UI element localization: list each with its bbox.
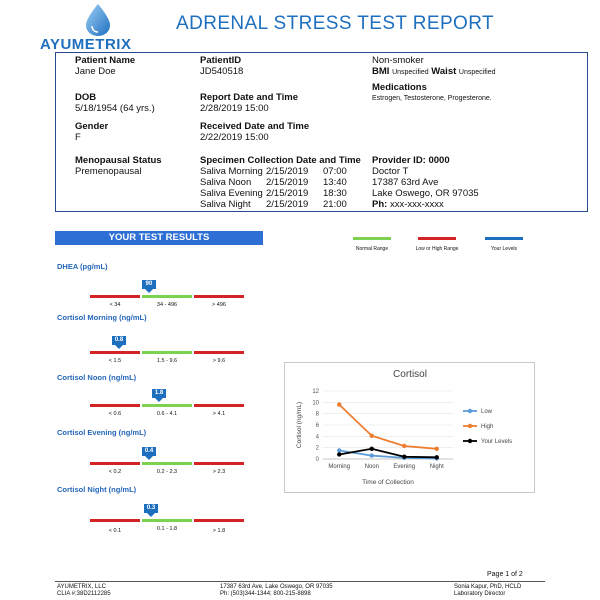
collection-time: 13:40: [323, 177, 347, 188]
provider-phone-value: xxx-xxx-xxxx: [389, 199, 444, 210]
legend-label: Your Levels: [491, 246, 517, 252]
data-point: [370, 447, 374, 451]
dob-field: [75, 92, 155, 114]
data-point: [337, 452, 341, 456]
legend-label: High: [481, 424, 494, 430]
high-range-label: > 2.3: [212, 469, 226, 475]
high-range-label: > 4.1: [212, 411, 226, 417]
patient-name-label: Patient Name: [75, 55, 136, 66]
director-name: Sonia Kapur, PhD, HCLD: [454, 584, 522, 590]
provider-address2: Lake Oswego, OR 97035: [372, 188, 479, 199]
level-marker: [144, 504, 158, 516]
normal-range-bar: [142, 462, 192, 465]
report-date-label: Report Date and Time: [200, 92, 299, 103]
normal-range-label: 0.1 - 1.8: [156, 526, 178, 532]
metric-title: Cortisol Night (ng/mL): [57, 485, 137, 494]
gender-label: Gender: [75, 121, 109, 132]
low-range-label: < 0.2: [108, 469, 122, 475]
data-point: [435, 455, 439, 459]
legend-marker: [468, 439, 472, 443]
normal-range-bar: [142, 519, 192, 522]
legend-label: Your Levels: [481, 439, 513, 445]
footer-company: [57, 584, 111, 598]
y-tick-label: 6: [315, 423, 319, 429]
company-logo: [40, 4, 150, 54]
y-tick-label: 0: [315, 457, 319, 463]
received-date-label: Received Date and Time: [200, 121, 310, 132]
y-tick-label: 12: [312, 389, 319, 395]
y-tick-label: 4: [315, 434, 319, 441]
data-point: [402, 444, 406, 448]
collection-date: 2/15/2019: [266, 188, 309, 199]
high-range-label: > 1.8: [212, 528, 226, 534]
high-range-bar: [194, 519, 244, 522]
high-range-bar: [194, 295, 244, 298]
menopausal-field: [75, 155, 162, 177]
metric-title: Cortisol Evening (ng/mL): [57, 428, 147, 437]
low-range-label: < 0.6: [108, 411, 122, 417]
received-date-value: 2/22/2019 15:00: [200, 132, 269, 143]
data-point: [370, 453, 374, 457]
normal-range-bar: [142, 404, 192, 407]
legend-label: Low: [481, 409, 493, 415]
legend-marker: [468, 424, 472, 428]
results-header: YOUR TEST RESULTS: [55, 231, 263, 245]
menopausal-value: Premenopausal: [75, 166, 142, 177]
lab-address: 17387 63rd Ave, Lake Oswego, OR 97035: [220, 584, 333, 590]
data-point: [370, 434, 374, 438]
menopausal-label: Menopausal Status: [75, 155, 162, 166]
patient-name-field: [75, 55, 135, 77]
page-number: Page 1 of 2: [487, 571, 523, 578]
collection-time: 07:00: [323, 166, 347, 177]
bmi-waist-row: [372, 66, 495, 78]
collection-date: 2/15/2019: [266, 199, 309, 210]
collection-name: Saliva Night: [200, 199, 251, 210]
x-tick-label: Night: [429, 464, 444, 470]
normal-range-bar: [142, 351, 192, 354]
collection-row: [200, 199, 361, 210]
patient-info-box: [55, 52, 588, 212]
collection-row: [200, 188, 361, 199]
normal-range-bar: [142, 295, 192, 298]
level-marker: [152, 389, 166, 401]
normal-range-label: 0.2 - 2.3: [156, 469, 178, 475]
report-date-value: 2/28/2019 15:00: [200, 103, 269, 114]
bmi-label: BMI: [372, 66, 390, 77]
y-tick-label: 10: [312, 400, 319, 407]
bmi-value: Unspecified: [392, 69, 429, 76]
collection-name: Saliva Evening: [200, 188, 263, 199]
normal-range-label: 34 - 496: [156, 302, 178, 308]
collection-row: [200, 177, 361, 188]
series-line-high: [339, 405, 437, 449]
legend-your-levels: [482, 237, 526, 252]
y-tick-label: 2: [315, 445, 319, 452]
low-range-bar: [90, 462, 140, 465]
chart-title: Cortisol: [393, 369, 427, 380]
footer-address: [220, 584, 333, 598]
x-tick-label: Morning: [328, 464, 351, 470]
collection-time: 18:30: [323, 188, 347, 199]
collection-row: [200, 166, 361, 177]
high-range-label: > 9.6: [212, 358, 226, 364]
patient-id: JD540518: [200, 66, 244, 77]
provider-phone-label: Ph:: [372, 199, 388, 210]
waist-value: Unspecified: [458, 69, 496, 76]
water-drop-icon: [84, 4, 112, 36]
x-tick-label: Evening: [393, 464, 416, 470]
legend-marker: [468, 409, 472, 413]
report-title: ADRENAL STRESS TEST REPORT: [176, 13, 494, 34]
data-point: [435, 447, 439, 451]
low-range-label: < 1.5: [108, 358, 122, 364]
collection-field: [200, 155, 361, 210]
normal-range-label: 1.5 - 9.6: [156, 358, 178, 364]
high-range-bar: [194, 351, 244, 354]
provider-address1: 17387 63rd Ave: [372, 177, 439, 188]
lab-phone: Ph: (503)344-1344; 800-215-8898: [220, 591, 311, 597]
legend-swatch: [485, 237, 523, 240]
data-point: [337, 448, 341, 452]
legend-label: Normal Range: [355, 246, 389, 252]
level-value: 0.8: [112, 336, 126, 345]
collection-name: Saliva Noon: [200, 177, 252, 188]
level-value: 0.4: [142, 447, 156, 456]
level-marker: [112, 336, 126, 348]
x-tick-label: Noon: [364, 464, 379, 470]
legend-label: Low or High Range: [415, 246, 459, 252]
level-value: 0.3: [144, 504, 158, 513]
medications-value: Estrogen, Testosterone, Progesterone.: [372, 95, 492, 102]
metric-title: Cortisol Morning (ng/mL): [57, 313, 147, 322]
data-point: [402, 455, 406, 459]
medications-label: Medications: [372, 82, 427, 93]
high-range-bar: [194, 404, 244, 407]
high-range-bar: [194, 462, 244, 465]
provider-field: [372, 155, 479, 210]
low-range-label: < 34: [109, 302, 121, 308]
provider-name: Doctor T: [372, 166, 409, 177]
company-name: AYUMETRIX, LLC: [57, 584, 106, 590]
patient-name: Jane Doe: [75, 66, 116, 77]
director-title: Laboratory Director: [454, 591, 506, 597]
y-tick-label: 8: [315, 411, 319, 418]
footer-divider: [55, 581, 545, 582]
level-marker: [142, 447, 156, 459]
metric-title: Cortisol Noon (ng/mL): [57, 373, 137, 382]
low-range-bar: [90, 351, 140, 354]
collection-label: Specimen Collection Date and Time: [200, 155, 361, 166]
collection-date: 2/15/2019: [266, 166, 309, 177]
cortisol-chart: [284, 362, 535, 493]
level-value: 90: [142, 280, 156, 289]
legend-swatch: [418, 237, 456, 240]
provider-label: Provider ID: 0000: [372, 155, 450, 166]
legend-lowhigh: [406, 237, 468, 252]
legend-swatch: [353, 237, 391, 240]
low-range-label: < 0.1: [108, 528, 122, 534]
provider-phone: [372, 199, 479, 210]
gender-field: [75, 121, 108, 143]
x-axis-label: Time of Collection: [362, 479, 414, 486]
report-date-field: [200, 92, 298, 114]
cortisol-chart-svg: [285, 363, 536, 494]
legend-normal: [350, 237, 394, 252]
waist-label: Waist: [431, 66, 457, 77]
gender-value: F: [75, 132, 81, 143]
collection-name: Saliva Morning: [200, 166, 263, 177]
patient-id-label: PatientID: [200, 55, 242, 66]
patient-id-field: [200, 55, 243, 77]
normal-range-label: 0.6 - 4.1: [156, 411, 178, 417]
level-value: 1.8: [152, 389, 166, 398]
smoker-status: Non-smoker: [372, 55, 424, 66]
footer-director: [454, 584, 521, 598]
y-axis-label: Cortisol (ng/mL): [296, 401, 303, 449]
data-point: [337, 402, 341, 406]
dob-value: 5/18/1954 (64 yrs.): [75, 103, 155, 114]
clia-number: CLIA #:38D2112285: [57, 591, 111, 597]
collection-date: 2/15/2019: [266, 177, 309, 188]
medications-field: [372, 82, 492, 104]
dob-label: DOB: [75, 92, 97, 103]
low-range-bar: [90, 295, 140, 298]
low-range-bar: [90, 519, 140, 522]
level-marker: [142, 280, 156, 292]
low-range-bar: [90, 404, 140, 407]
logo-text: AYUMETRIX: [40, 36, 132, 53]
high-range-label: > 496: [212, 302, 226, 308]
lifestyle-field: [372, 55, 495, 78]
received-date-field: [200, 121, 309, 143]
metric-title: DHEA (pg/mL): [57, 262, 108, 271]
collection-time: 21:00: [323, 199, 347, 210]
